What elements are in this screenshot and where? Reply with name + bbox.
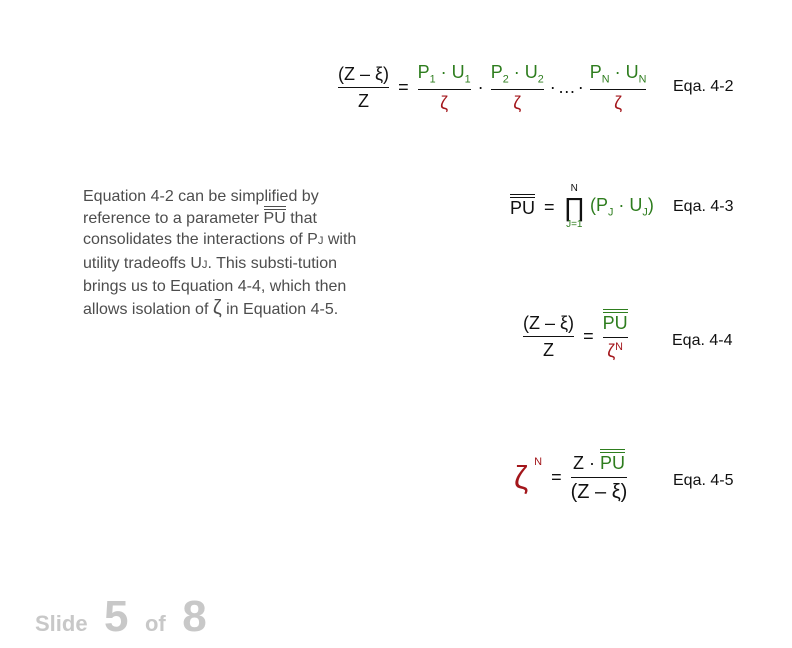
slide-of-word: of [144,611,166,636]
eq43-label: Eqa. 4-3 [673,198,734,215]
slide-current-number: 5 [104,592,129,641]
eq42-termN-zeta: ζ [614,93,623,113]
explanation-paragraph: Equation 4-2 can be simplified by reference to a parameter PU that consolidates the interactions of PJ with utility tradeoffs UJ. This substi-tution brings us to Equation 4-4, which then allows isolation of ζ in Equation 4-5. [83,188,357,319]
eq42-label: Eqa. 4-2 [673,78,734,95]
eq42-lhs-fraction [338,64,389,112]
product-operator: N ∏ J=1 [563,183,585,230]
eq42-term1-zeta: ζ [440,93,449,113]
eq45-lhs-zeta: ζ [514,459,529,496]
eq44-rhs-fraction: $\frac{PU}{\zeta^N}$ [602,313,628,361]
eq45-rhs-fraction: $\frac{Z \cdot PU}{(Z - \xi)}$ [570,453,628,503]
eq44-lhs-fraction: $\frac{(Z - \xi)}{Z}$ [523,312,575,361]
slide-word: Slide [35,611,88,636]
eq42-ellipsis: … [557,77,576,98]
eq43-lhs-pu: PU [510,198,536,218]
eq42-termN-fraction: $\frac{P_N \cdot U_N}{\zeta}$ [589,62,647,113]
equation-4-4: $\frac{(Z - \xi)}{Z}$ = $\frac{PU}{\zeta^N}$ [523,312,628,361]
equation-4-3: PU = N ∏ J=1 $(P_J \cdot U_J)$ [510,183,654,230]
slide-counter [35,592,207,642]
equation-4-5: ζ $^N$ = $\frac{Z \cdot PU}{(Z - \xi)}$ [514,453,628,503]
eq42-lhs-numerator: (Z – ξ) [338,63,390,84]
equation-4-2: $\frac{(Z - \xi)}{Z}$ = $\frac{P_1 \cdot U_1}{\zeta}$ · $\frac{P_2 \cdot U_2}{\zeta}$ · … · $\frac{P_N \cdot U_N}{\zeta}$ [338,62,647,113]
eq45-label: Eqa. 4-5 [673,472,734,489]
eq42-term2-zeta: ζ [513,93,522,113]
eq42-term1-fraction: $\frac{P_1 \cdot U_1}{\zeta}$ [417,62,471,113]
slide-total-number: 8 [182,592,207,641]
eq44-label: Eqa. 4-4 [672,332,733,349]
eq42-lhs-denominator: Z [358,91,370,112]
eq42-term2-fraction: $\frac{P_2 \cdot U_2}{\zeta}$ [490,62,544,113]
eq43-product-body: $(P_J \cdot U_J)$ [589,195,654,219]
product-symbol: ∏ [563,192,585,222]
